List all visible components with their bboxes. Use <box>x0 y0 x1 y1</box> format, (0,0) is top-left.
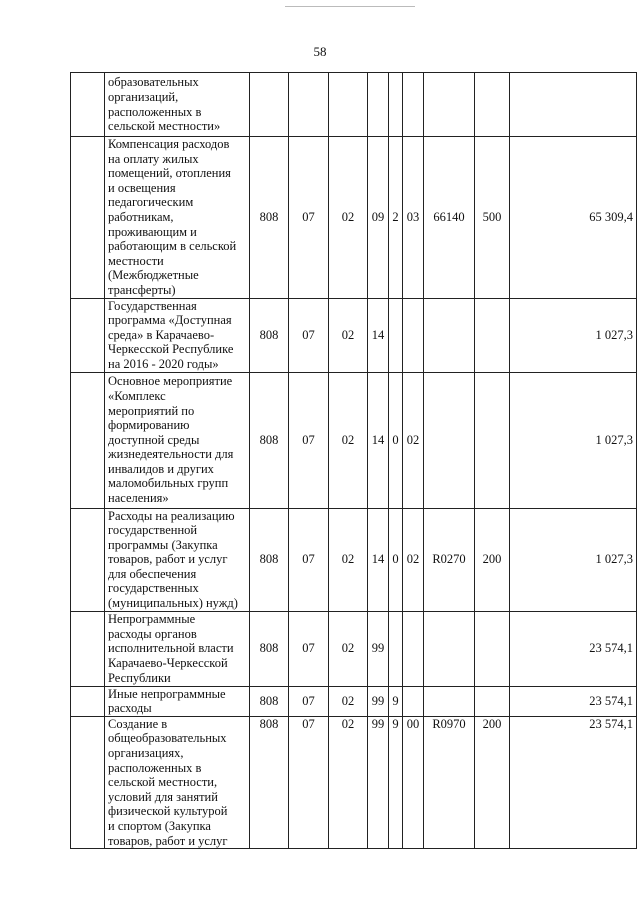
description-line: товаров, работ и услуг <box>108 552 228 567</box>
cell-vedomstvo: 808 <box>250 611 289 686</box>
cell-podrazdel: 02 <box>329 508 368 611</box>
cell-podrazdel: 02 <box>329 372 368 508</box>
scan-artifact-top <box>285 6 415 7</box>
cell-amount: 23 574,1 <box>510 686 637 716</box>
description-line: сельской местности» <box>108 119 221 134</box>
cell-direction: 66140 <box>424 137 475 299</box>
cell-blank <box>71 73 105 137</box>
cell-vedomstvo <box>250 73 289 137</box>
description-line: Иные непрограммные <box>108 686 226 701</box>
cell-blank <box>71 508 105 611</box>
description-line: (Межбюджетные <box>108 268 199 283</box>
description-line: Расходы на реализацию <box>108 508 235 523</box>
description-line: общеобразовательных <box>108 731 227 746</box>
cell-razdel <box>289 73 329 137</box>
description-line: педагогическим <box>108 195 194 210</box>
cell-amount <box>510 73 637 137</box>
cell-event <box>403 611 424 686</box>
cell-direction <box>424 73 475 137</box>
cell-podrazdel: 02 <box>329 137 368 299</box>
description-line: условий для занятий <box>108 789 218 804</box>
cell-expense-type: 200 <box>475 508 510 611</box>
description-line: Создание в <box>108 716 168 731</box>
cell-description <box>105 686 250 716</box>
table-row <box>71 611 637 686</box>
cell-amount: 1 027,3 <box>510 508 637 611</box>
description-line: жизнедеятельности для <box>108 447 234 462</box>
description-line: среда» в Карачаево- <box>108 327 215 342</box>
description-line: и освещения <box>108 180 176 195</box>
cell-amount: 23 574,1 <box>510 716 637 848</box>
cell-expense-type: 200 <box>475 716 510 848</box>
cell-podrazdel: 02 <box>329 686 368 716</box>
description-line: сельской местности, <box>108 775 218 790</box>
cell-vedomstvo: 808 <box>250 137 289 299</box>
description-line: исполнительной власти <box>108 641 234 656</box>
description-line: инвалидов и других <box>108 461 214 476</box>
cell-blank <box>71 611 105 686</box>
description-line: расположенных в <box>108 760 202 775</box>
cell-program: 14 <box>368 508 389 611</box>
cell-podrazdel: 02 <box>329 611 368 686</box>
cell-event: 02 <box>403 508 424 611</box>
description-line: работникам, <box>108 209 174 224</box>
cell-subprogram: 9 <box>389 686 403 716</box>
description-line: проживающим и <box>108 224 197 239</box>
cell-amount: 1 027,3 <box>510 372 637 508</box>
cell-vedomstvo: 808 <box>250 372 289 508</box>
description-line: на 2016 - 2020 годы» <box>108 356 219 371</box>
cell-program: 99 <box>368 611 389 686</box>
description-line: программа «Доступная <box>108 313 232 328</box>
cell-event: 00 <box>403 716 424 848</box>
cell-description <box>105 298 250 372</box>
cell-razdel: 07 <box>289 508 329 611</box>
description-line: (муниципальных) нужд) <box>108 596 238 611</box>
table-row <box>71 716 637 848</box>
description-line: Карачаево-Черкесской <box>108 655 228 670</box>
description-line: работающим в сельской <box>108 239 237 254</box>
cell-blank <box>71 716 105 848</box>
cell-blank <box>71 137 105 299</box>
cell-razdel: 07 <box>289 137 329 299</box>
description-line: Республики <box>108 670 171 685</box>
cell-event <box>403 298 424 372</box>
cell-subprogram: 0 <box>389 372 403 508</box>
description-line: организациях, <box>108 746 184 761</box>
description-line: «Комплекс <box>108 388 166 403</box>
cell-direction <box>424 611 475 686</box>
cell-event: 03 <box>403 137 424 299</box>
description-line: расходы органов <box>108 626 197 641</box>
table-row <box>71 686 637 716</box>
description-line: и спортом (Закупка <box>108 819 211 833</box>
table-row <box>71 372 637 508</box>
cell-direction <box>424 372 475 508</box>
description-line: на оплату жилых <box>108 151 199 166</box>
description-line: Непрограммные <box>108 612 196 627</box>
cell-vedomstvo: 808 <box>250 716 289 848</box>
cell-description <box>105 716 250 848</box>
table-row <box>71 298 637 372</box>
cell-expense-type <box>475 73 510 137</box>
description-line: товаров, работ и услуг <box>108 833 228 848</box>
cell-expense-type: 500 <box>475 137 510 299</box>
table-row <box>71 137 637 299</box>
cell-description <box>105 508 250 611</box>
description-line: населения» <box>108 491 169 506</box>
description-line: местности <box>108 253 164 268</box>
cell-program: 14 <box>368 372 389 508</box>
cell-expense-type <box>475 686 510 716</box>
cell-program: 99 <box>368 686 389 716</box>
cell-expense-type <box>475 611 510 686</box>
cell-program: 09 <box>368 137 389 299</box>
description-line: образовательных <box>108 75 199 90</box>
cell-vedomstvo: 808 <box>250 686 289 716</box>
cell-program <box>368 73 389 137</box>
description-line: помещений, отопления <box>108 166 231 181</box>
cell-razdel: 07 <box>289 686 329 716</box>
cell-subprogram: 0 <box>389 508 403 611</box>
cell-description <box>105 73 250 137</box>
description-line: трансферты) <box>108 282 176 297</box>
cell-program: 14 <box>368 298 389 372</box>
description-line: формированию <box>108 418 190 433</box>
cell-description <box>105 611 250 686</box>
cell-blank <box>71 298 105 372</box>
cell-vedomstvo: 808 <box>250 298 289 372</box>
cell-razdel: 07 <box>289 298 329 372</box>
cell-description <box>105 137 250 299</box>
description-line: Черкесской Республике <box>108 342 234 357</box>
cell-amount: 65 309,4 <box>510 137 637 299</box>
cell-direction: R0270 <box>424 508 475 611</box>
cell-description <box>105 372 250 508</box>
description-line: Компенсация расходов <box>108 137 230 151</box>
budget-table <box>70 72 637 849</box>
cell-razdel: 07 <box>289 372 329 508</box>
description-line: расположенных в <box>108 104 202 119</box>
cell-amount: 1 027,3 <box>510 298 637 372</box>
description-line: Государственная <box>108 298 197 313</box>
page-number: 58 <box>313 44 327 59</box>
cell-subprogram: 9 <box>389 716 403 848</box>
cell-podrazdel: 02 <box>329 716 368 848</box>
cell-event <box>403 73 424 137</box>
cell-podrazdel <box>329 73 368 137</box>
cell-expense-type <box>475 298 510 372</box>
cell-event: 02 <box>403 372 424 508</box>
table-row <box>71 508 637 611</box>
cell-direction <box>424 686 475 716</box>
description-line: организаций, <box>108 89 179 104</box>
cell-blank <box>71 686 105 716</box>
description-line: государственной <box>108 523 198 538</box>
cell-amount: 23 574,1 <box>510 611 637 686</box>
cell-subprogram <box>389 298 403 372</box>
cell-razdel: 07 <box>289 716 329 848</box>
description-line: программы (Закупка <box>108 537 218 552</box>
cell-podrazdel: 02 <box>329 298 368 372</box>
cell-blank <box>71 372 105 508</box>
cell-razdel: 07 <box>289 611 329 686</box>
cell-subprogram <box>389 73 403 137</box>
cell-subprogram: 2 <box>389 137 403 299</box>
cell-subprogram <box>389 611 403 686</box>
cell-direction: R0970 <box>424 716 475 848</box>
description-line: государственных <box>108 581 199 596</box>
description-line: доступной среды <box>108 432 200 447</box>
table-row <box>71 73 637 137</box>
description-line: маломобильных групп <box>108 476 229 491</box>
description-line: мероприятий по <box>108 403 195 418</box>
cell-event <box>403 686 424 716</box>
description-line: физической культурой <box>108 804 228 819</box>
description-line: для обеспечения <box>108 566 197 581</box>
cell-vedomstvo: 808 <box>250 508 289 611</box>
description-line: Основное мероприятие <box>108 374 233 389</box>
cell-program: 99 <box>368 716 389 848</box>
description-line: расходы <box>108 701 152 716</box>
cell-direction <box>424 298 475 372</box>
cell-expense-type <box>475 372 510 508</box>
